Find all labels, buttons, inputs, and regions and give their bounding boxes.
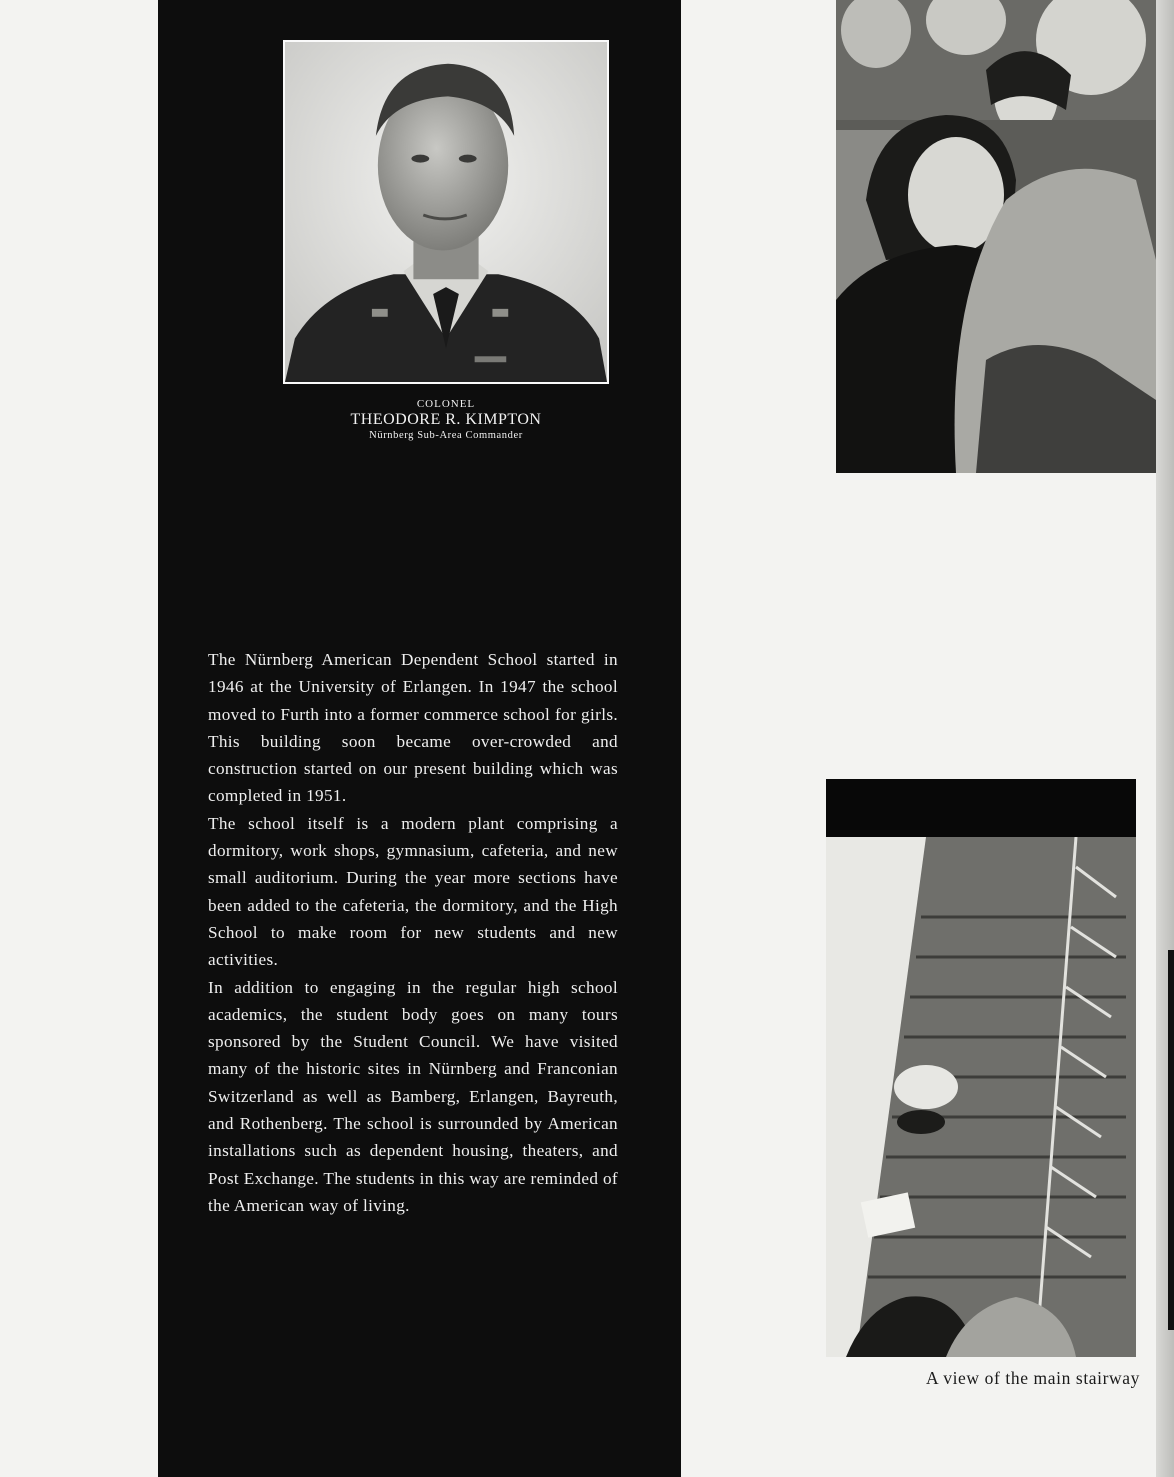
portrait-rank: COLONEL (416, 398, 476, 410)
stairway-photo-top-bar (826, 779, 1136, 837)
article-paragraph: In addition to engaging in the regular high school academics, the student body goes on many tours sponsored by the Student Council. We have visited many of the historic sites in Nürnberg and Franconian Switzerland as well as Bamberg, Erlangen, Bayreuth, and Rothenberg. The school is surrounded by American installations such as dependent housing, theaters, and Post Exchange. The students in this way are reminded of the American way of living. (208, 977, 618, 1215)
portrait-name: THEODORE R. KIMPTON (350, 411, 542, 428)
article-paragraph: The school itself is a modern plant comprising a dormitory, work shops, gymnasium, cafeteria, and new small auditorium. During the year more sections have been added to the cafeteria, the dormitory, and the High School to make room for new students and new activities. (208, 813, 618, 970)
main-stairway-photo (826, 837, 1136, 1357)
portrait-role: Nürnberg Sub-Area Commander (369, 430, 523, 441)
colonel-portrait-photo (283, 40, 609, 384)
article-paragraph: The Nürnberg American Dependent School started in 1946 at the University of Erlangen. In 1947 the school moved to Furth into a former commerce school for girls. This building soon became over-crowded and construction started on our present building which was completed in 1951. (208, 650, 618, 806)
students-auditorium-photo (836, 0, 1156, 473)
adjacent-page-shadow (1168, 950, 1174, 1330)
stairway-caption: A view of the main stairway (926, 1368, 1140, 1388)
school-history-article (208, 646, 618, 1219)
portrait-caption (283, 398, 609, 442)
